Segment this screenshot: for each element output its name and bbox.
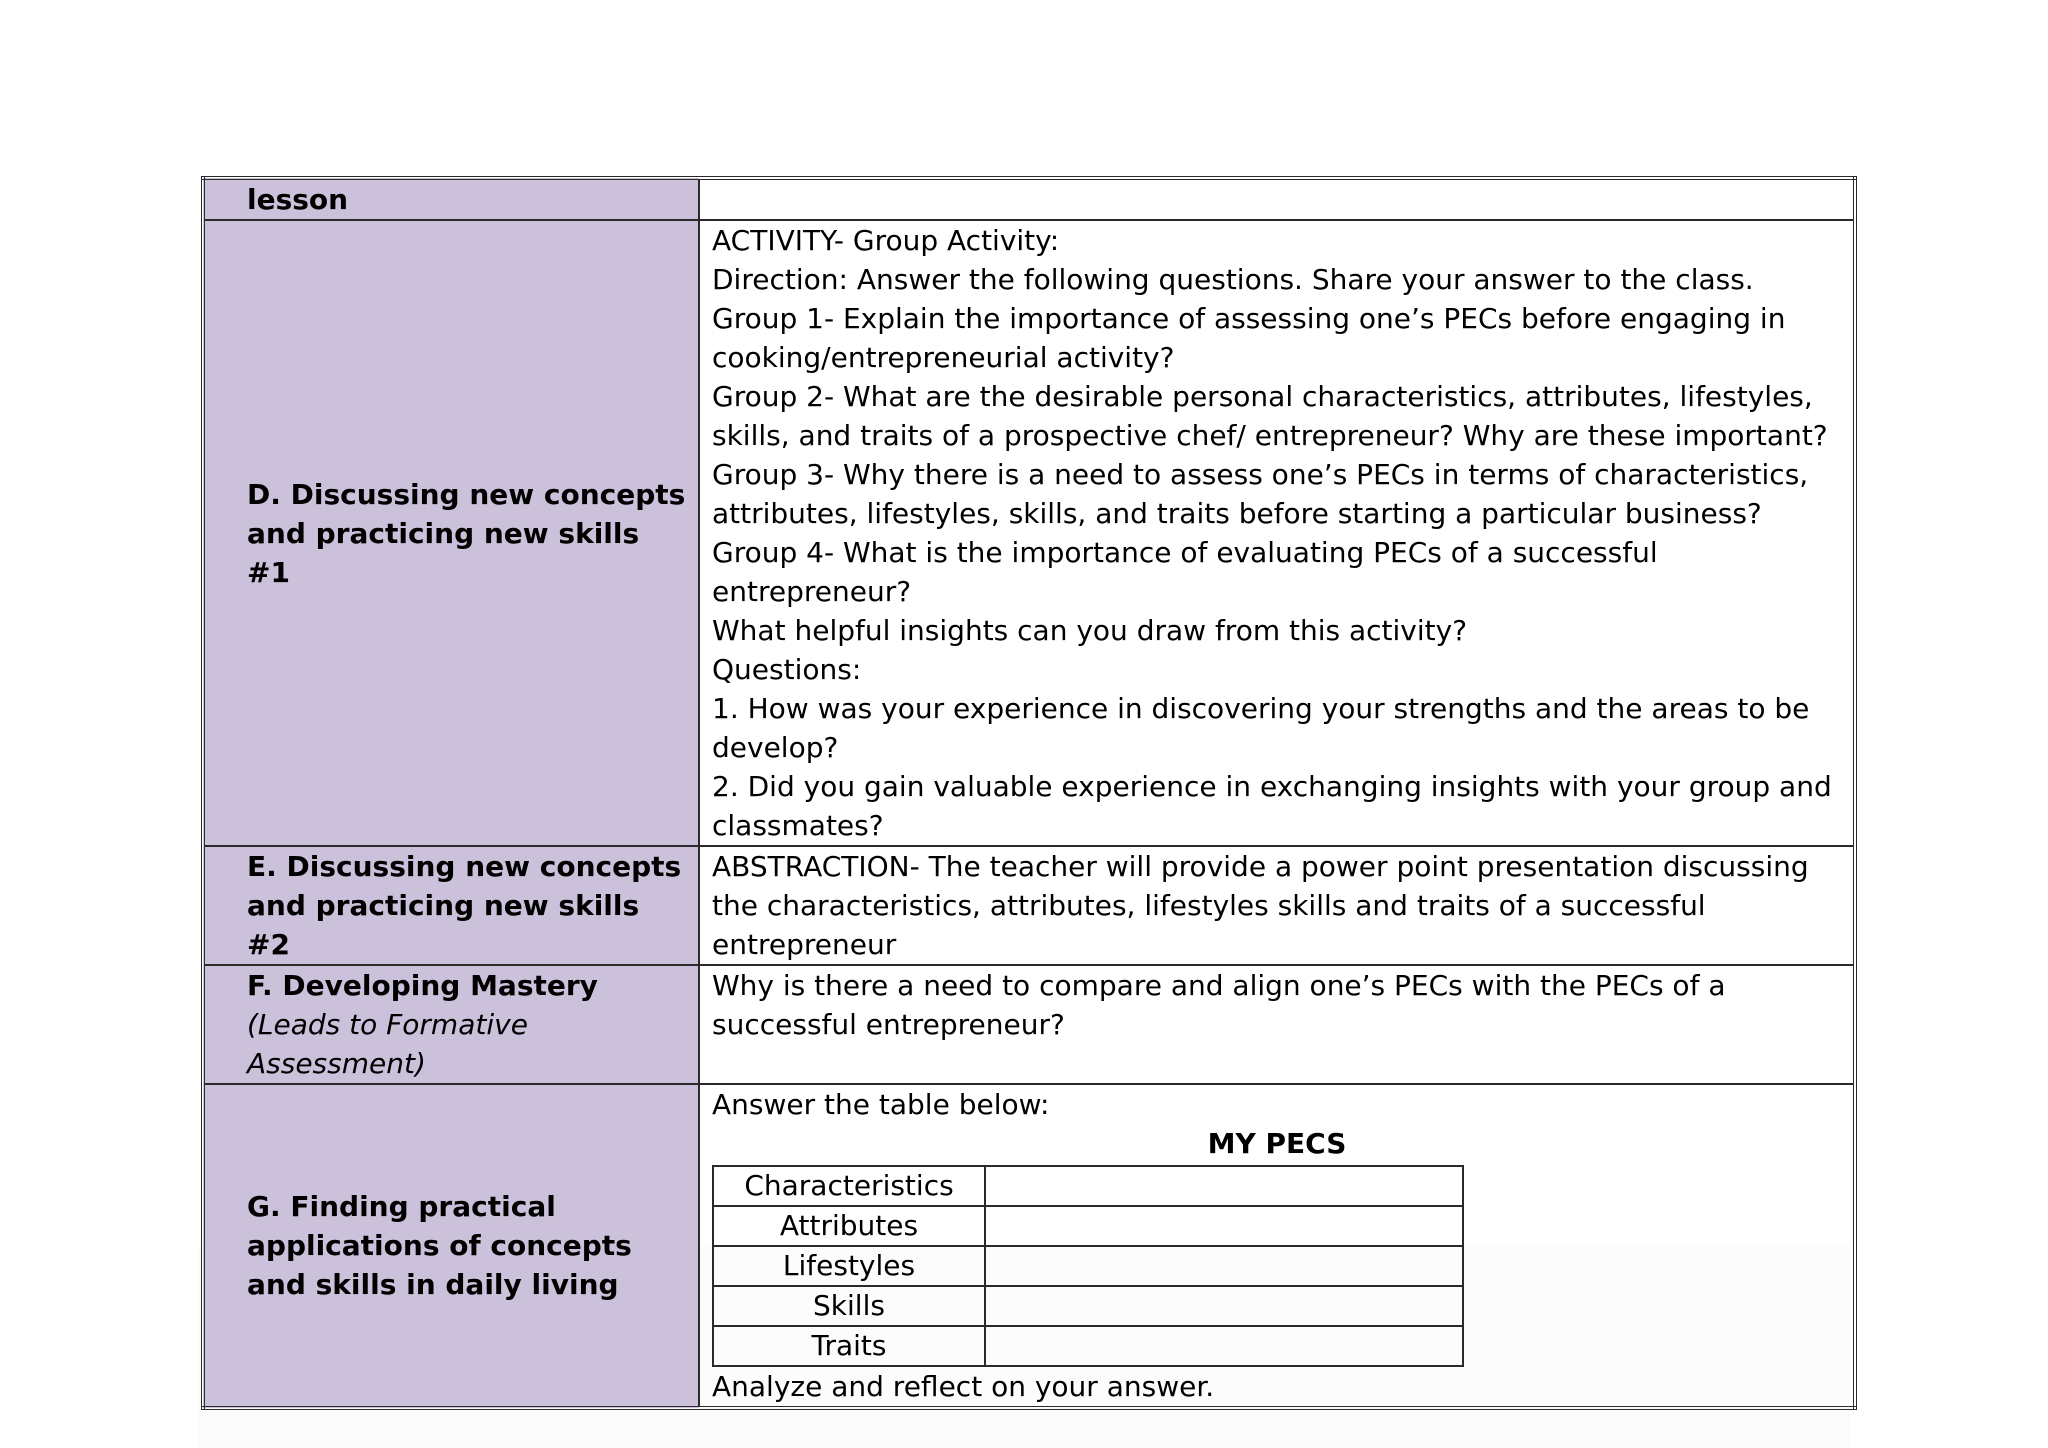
row-f — [203, 965, 1855, 1084]
pecs-row-label: Lifestyles — [713, 1246, 985, 1286]
row-f-title: F. Developing Mastery — [247, 969, 598, 1002]
row-lesson — [203, 178, 1855, 220]
insights-line: What helpful insights can you draw from this activity? — [712, 614, 1468, 647]
row-f-label — [203, 965, 699, 1084]
row-e — [203, 846, 1855, 965]
pecs-table — [712, 1165, 1464, 1367]
row-lesson-label: lesson — [203, 178, 699, 220]
question-2-line: 2. Did you gain valuable experience in exchanging insights with your group and classmates? — [712, 770, 1832, 842]
row-g — [203, 1084, 1855, 1408]
pecs-row — [713, 1286, 1463, 1326]
pecs-answer-cell[interactable] — [985, 1206, 1463, 1246]
row-e-label: E. Discussing new concepts and practicing new skills #2 — [203, 846, 699, 965]
pecs-row — [713, 1326, 1463, 1366]
group-1-line: Group 1- Explain the importance of assessing one’s PECs before engaging in cooking/entrepreneurial activity? — [712, 302, 1786, 374]
group-3-line: Group 3- Why there is a need to assess one’s PECs in terms of characteristics, attributes, lifestyles, skills, and traits before starting a particular business? — [712, 458, 1809, 530]
pecs-answer-cell[interactable] — [985, 1166, 1463, 1206]
row-d — [203, 220, 1855, 846]
row-d-label: D. Discussing new concepts and practicing new skills #1 — [203, 220, 699, 846]
group-4-line: Group 4- What is the importance of evaluating PECs of a successful entrepreneur? — [712, 536, 1658, 608]
row-lesson-content — [699, 178, 1855, 220]
pecs-row-label: Traits — [713, 1326, 985, 1366]
pecs-table-title: MY PECS — [1207, 1127, 1347, 1160]
pecs-row — [713, 1166, 1463, 1206]
direction-line: Direction: Answer the following questions. Share your answer to the class. — [712, 263, 1754, 296]
pecs-row-label: Characteristics — [713, 1166, 985, 1206]
pecs-answer-cell[interactable] — [985, 1246, 1463, 1286]
row-f-content: Why is there a need to compare and align one’s PECs with the PECs of a successful entrepreneur? — [699, 965, 1855, 1084]
pecs-row-label: Skills — [713, 1286, 985, 1326]
pecs-row — [713, 1246, 1463, 1286]
pecs-row-label: Attributes — [713, 1206, 985, 1246]
row-d-content — [699, 220, 1855, 846]
row-e-content: ABSTRACTION- The teacher will provide a power point presentation discussing the characteristics, attributes, lifestyles skills and traits of a successful entrepreneur — [699, 846, 1855, 965]
group-2-line: Group 2- What are the desirable personal characteristics, attributes, lifestyles, skills, and traits of a prospective chef/ entrepreneur? Why are these important? — [712, 380, 1828, 452]
row-g-intro: Answer the table below: — [712, 1088, 1050, 1121]
pecs-answer-cell[interactable] — [985, 1326, 1463, 1366]
questions-heading: Questions: — [712, 653, 862, 686]
activity-line: ACTIVITY- Group Activity: — [712, 224, 1060, 257]
question-1-line: 1. How was your experience in discovering your strengths and the areas to be develop? — [712, 692, 1810, 764]
row-g-label: G. Finding practical applications of concepts and skills in daily living — [203, 1084, 699, 1408]
row-g-outro: Analyze and reflect on your answer. — [712, 1370, 1215, 1403]
lesson-plan-table — [201, 176, 1857, 1410]
pecs-answer-cell[interactable] — [985, 1286, 1463, 1326]
row-f-sublabel: (Leads to Formative Assessment) — [247, 1008, 528, 1080]
row-g-content — [699, 1084, 1855, 1408]
pecs-row — [713, 1206, 1463, 1246]
